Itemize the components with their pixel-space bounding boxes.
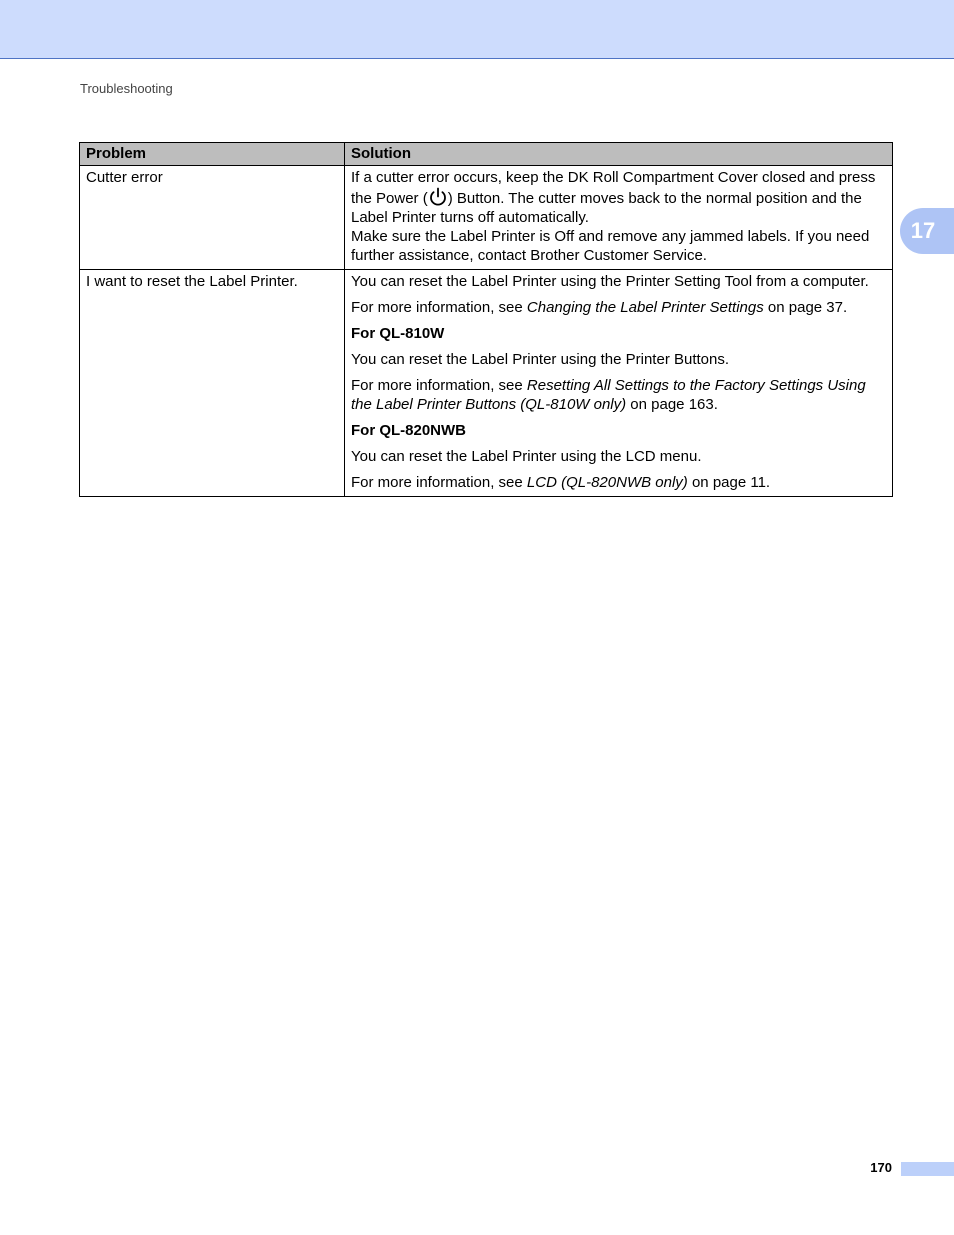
running-header: Troubleshooting: [80, 81, 173, 96]
solution-paragraph: [351, 298, 886, 317]
column-header-problem: Problem: [80, 143, 345, 166]
table-header-row: [80, 143, 893, 166]
cross-reference-link[interactable]: Resetting All Settings to the Factory Settings Using the Label Printer Buttons (QL-810W only): [351, 377, 866, 413]
reference-prefix: For more information, see: [351, 299, 527, 316]
solution-paragraph: [351, 376, 886, 414]
solution-paragraph: You can reset the Label Printer using the Printer Setting Tool from a computer.: [351, 273, 869, 290]
solution-text: ) Button. The cutter moves back to the normal position and the Label Printer turns off automatically.: [351, 190, 862, 226]
header-band: [0, 0, 954, 59]
solution-cell: [345, 270, 893, 497]
reference-suffix: on page 37.: [763, 299, 848, 316]
page-number-bar: [901, 1162, 954, 1176]
problem-cell: Cutter error: [80, 166, 345, 270]
reference-prefix: For more information, see: [351, 377, 527, 394]
table-row: [80, 166, 893, 270]
power-icon: [428, 187, 448, 207]
solution-cell: [345, 166, 893, 270]
solution-paragraph: [351, 473, 886, 492]
chapter-tab: 17: [900, 208, 954, 254]
model-heading: For QL-820NWB: [351, 422, 467, 439]
model-heading: For QL-810W: [351, 325, 445, 342]
problem-cell: I want to reset the Label Printer.: [80, 270, 345, 497]
solution-paragraph: [351, 168, 886, 227]
solution-paragraph: Make sure the Label Printer is Off and remove any jammed labels. If you need further assistance, contact Brother Customer Service.: [351, 228, 870, 264]
reference-suffix: on page 163.: [626, 396, 718, 413]
reference-suffix: on page 11.: [687, 474, 771, 491]
troubleshooting-table: [79, 142, 893, 497]
page-number: 170: [870, 1160, 892, 1175]
reference-prefix: For more information, see: [351, 474, 527, 491]
cross-reference-link[interactable]: Changing the Label Printer Settings: [526, 299, 764, 316]
table-row: [80, 270, 893, 497]
column-header-solution: Solution: [345, 143, 893, 166]
solution-paragraph: You can reset the Label Printer using the Printer Buttons.: [351, 351, 730, 368]
cross-reference-link[interactable]: LCD (QL-820NWB only): [526, 474, 688, 491]
solution-text: If a cutter error occurs, keep the DK Roll Compartment Cover closed and press the Power (: [351, 169, 876, 207]
solution-paragraph: You can reset the Label Printer using the LCD menu.: [351, 448, 702, 465]
